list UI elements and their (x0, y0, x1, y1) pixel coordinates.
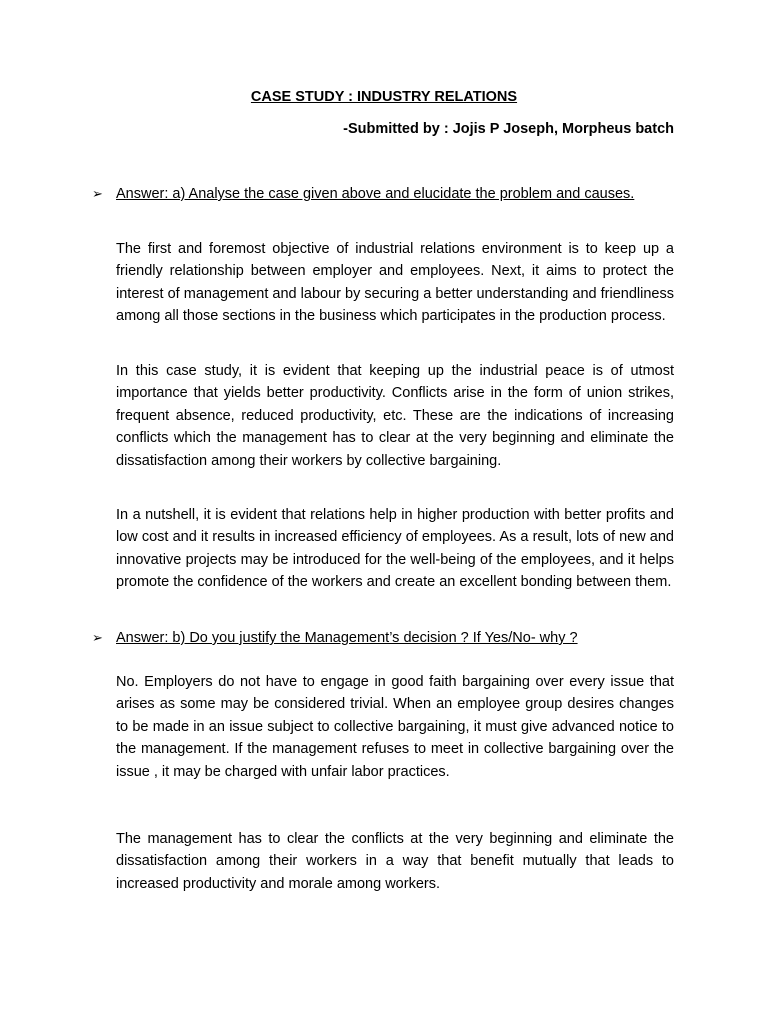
answer-a-paragraph-2: In this case study, it is evident that keeping up the industrial peace is of utmost importance that yields better productivity. Conflicts arise in the form of union strikes, frequent absence, reduced productivity, etc. These are the indications of increasing conflicts which the management has to clear at the very beginning and eliminate the dissatisfaction among their workers by collective bargaining. (116, 363, 674, 469)
page-title: CASE STUDY : INDUSTRY RELATIONS (250, 89, 518, 105)
answer-b-paragraph-1: No. Employers do not have to engage in good faith bargaining over every issue that arises as some may be considered trivial. When an employee group desires changes to be made in an issue subject to collective bargaining, it must give advanced notice to the management. If the management refuses to meet in collective bargaining over the issue , it may be charged with unfair labor practices. (116, 674, 674, 780)
answer-a-paragraph-3: In a nutshell, it is evident that relations help in higher production with better profits and low cost and it results in increased efficiency of employees. As a result, lots of new and innovative projects may be introduced for the well-being of the employees, and it helps promote the confidence of the workers and create an excellent bonding between them. (116, 507, 674, 591)
answer-a-paragraph-1: The first and foremost objective of industrial relations environment is to keep up a friendly relationship between employer and employees. Next, it aims to protect the interest of management and labour by securing a better understanding and friendliness among all those sections in the business which participates in the production process. (116, 241, 674, 325)
submitted-by: -Submitted by : Jojis P Joseph, Morpheus batch (343, 121, 674, 137)
arrow-bullet-icon: ➢ (92, 186, 103, 201)
question-b-text: Answer: b) Do you justify the Management’s decision ? If Yes/No- why ? (116, 630, 578, 646)
question-a (92, 183, 676, 205)
question-a-text: Answer: a) Analyse the case given above and elucidate the problem and causes. (116, 186, 635, 202)
arrow-bullet-icon: ➢ (92, 630, 103, 645)
answer-b-paragraph-2: The management has to clear the conflicts at the very beginning and eliminate the dissatisfaction among their workers in a way that benefit mutually that leads to increased productivity and morale among workers. (116, 831, 674, 892)
question-b (92, 627, 676, 649)
